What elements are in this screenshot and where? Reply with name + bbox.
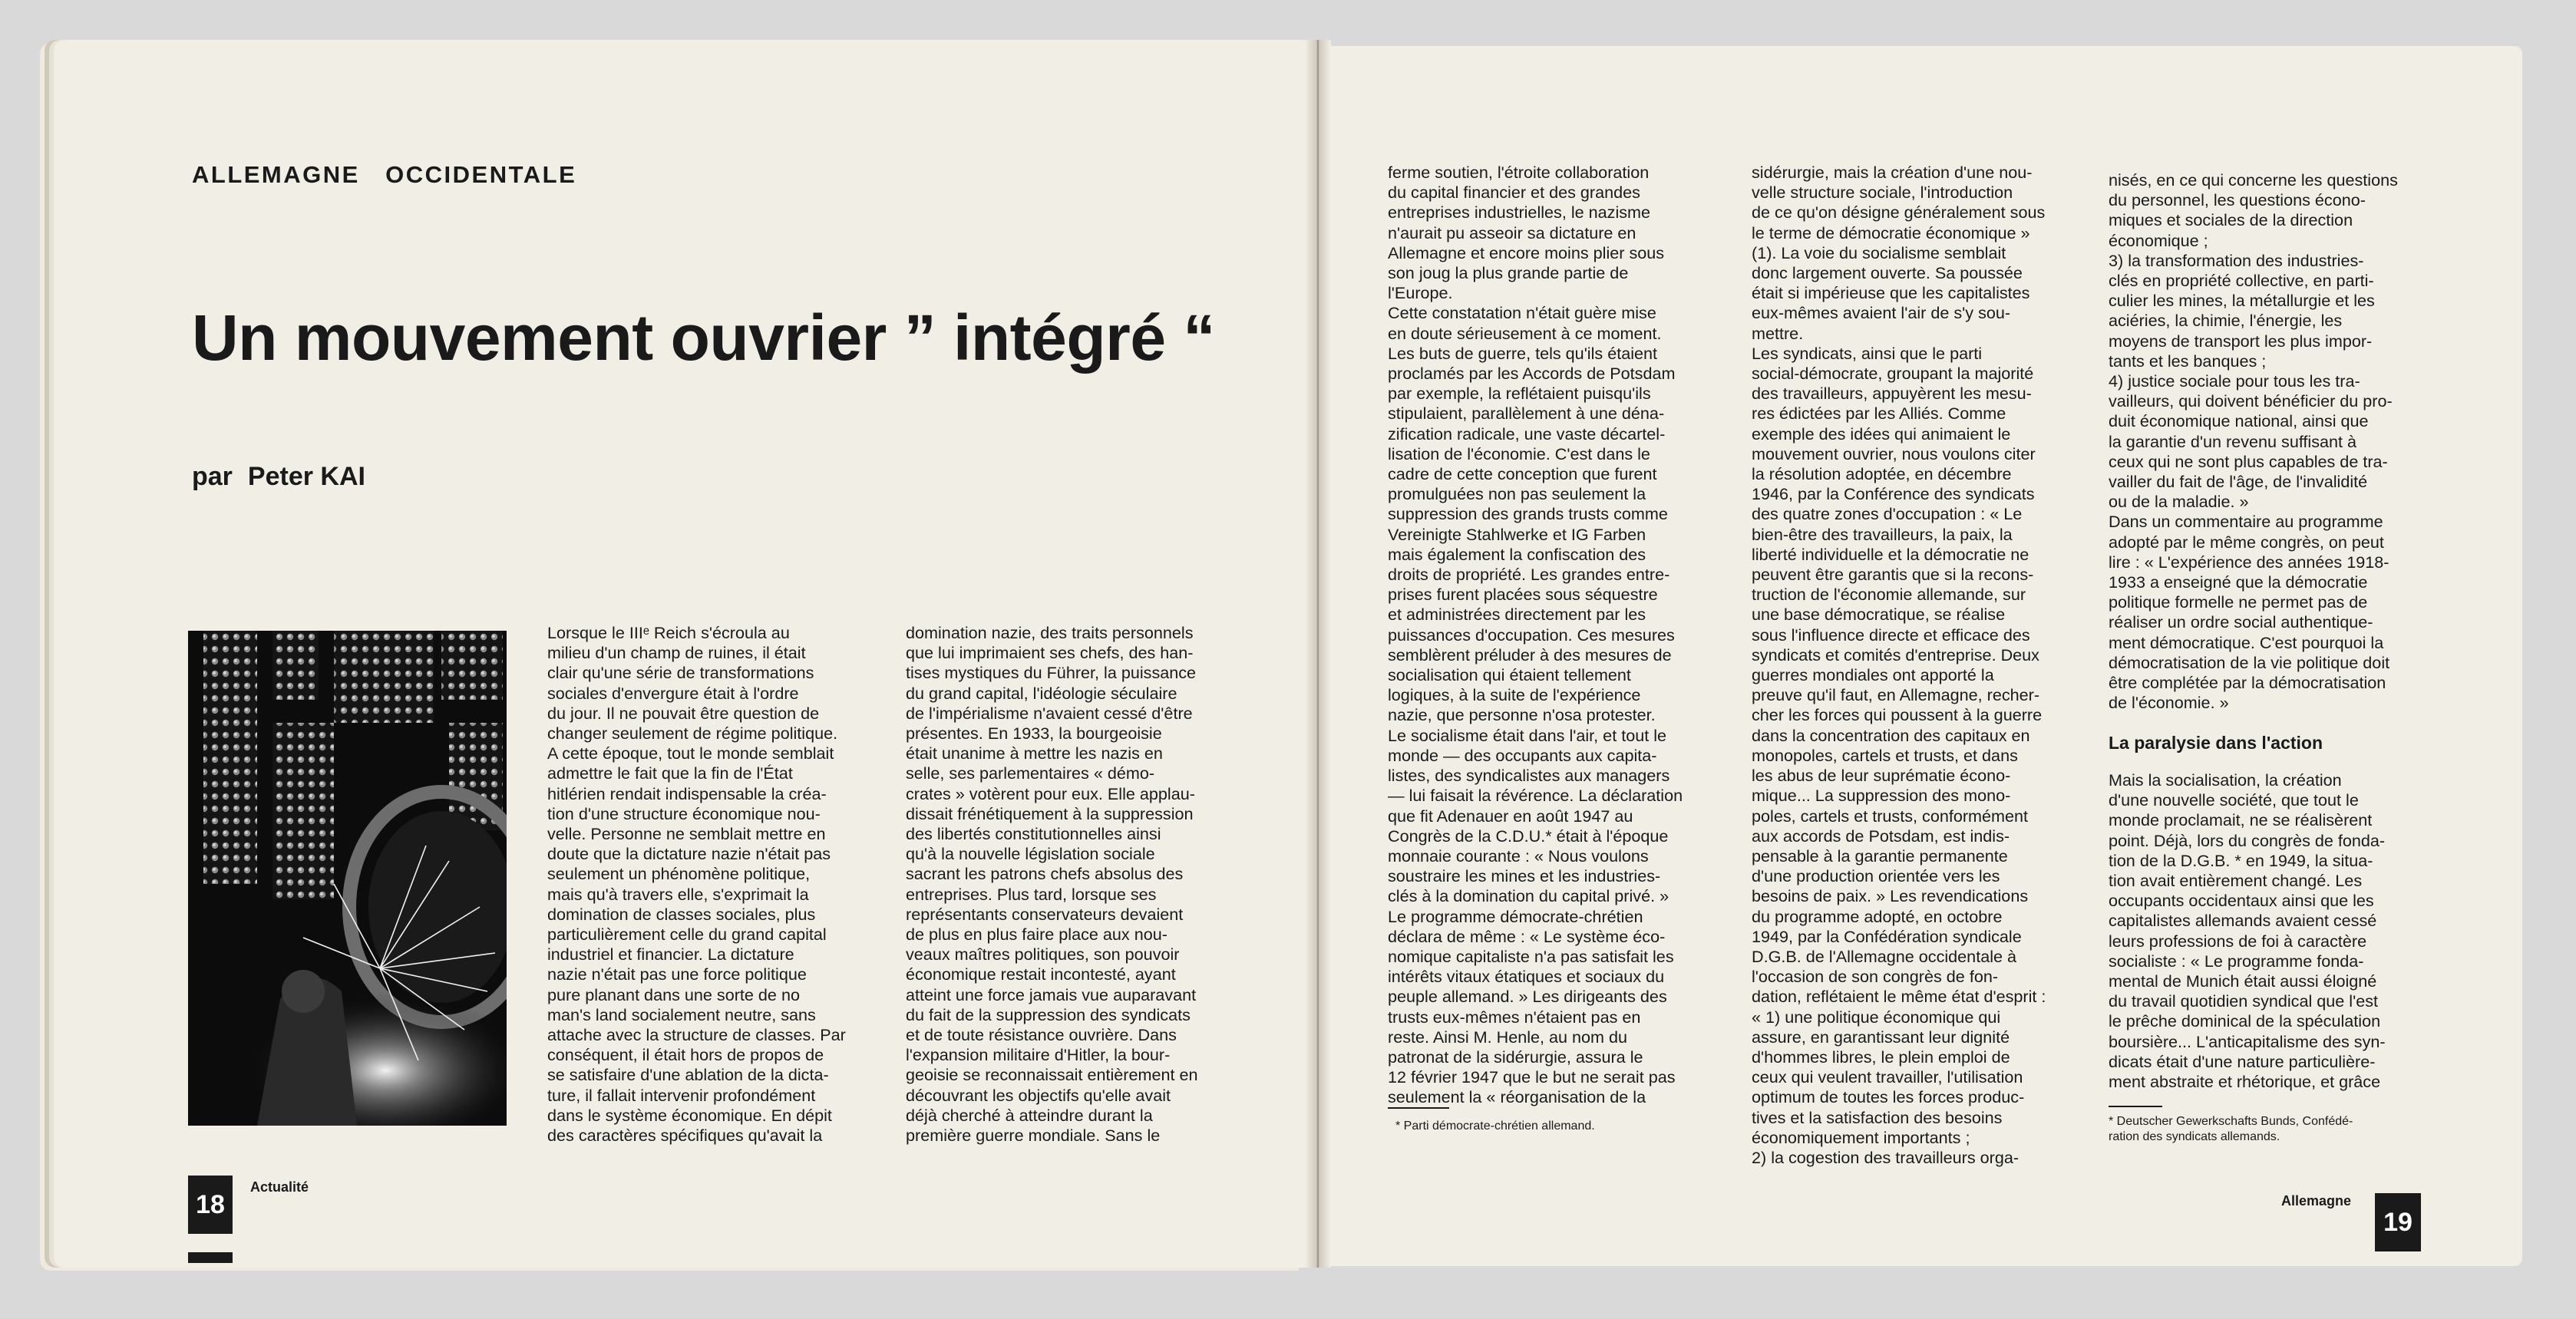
article-column-4: sidérurgie, mais la création d'une nou- velle structure sociale, l'introduction de ce qu'on désigne généralement sous le terme de démocratie économique » (1). La voie du socialisme semblait donc largement ouverte. Sa poussée était si impérieuse que les capitalistes eux-mêmes avaient l'air de s'y sou- mettre. Les syndicats, ainsi que le parti social-démocrate, groupant la majorité des travailleurs, appuyèrent les mesu- res édictées par les Alliés. Comme exemple des idées qui animaient le mouvement ouvrier, nous voulons citer la résolution adoptée, en décembre 1946, par la Conférence des syndicats des quatre zones d'occupation : « Le bien-être des travailleurs, la paix, la liberté individuelle et la démocratie ne peuvent être garantis que si la recons- truction de l'économie allemande, sur une base démocratique, se réalise sous l'influence directe et efficace des syndicats et comités d'entreprise. Deux guerres mondiales ont apporté la preuve qu'il faut, en Allemagne, recher- cher les forces qui poussent à la guerre dans la concentration des capitaux en monopoles, cartels et trusts, et dans les abus de leur suprématie écono- mique... La suppression des mono- poles, cartels et trusts, conformément aux accords de Potsdam, est indis- pensable à la garantie permanente d'une production orientée vers les besoins de paix. » Les revendications du programme adopté, en octobre 1949, par la Confédération syndicale D.G.B. de l'Allemagne occidentale à l'occasion de son congrès de fon- dation, reflétaient le même état d'esprit : « 1) une politique économique qui assure, en garantissant leur dignité d'hommes libres, le plein emploi de ceux qui veulent travailler, l'utilisation optimum de toutes les forces produc- tives et la satisfaction des besoins économiquement importants ; 2) la cogestion des travailleurs orga-: [1752, 163, 2046, 1167]
article-column-3: ferme soutien, l'étroite collaboration du capital financier et des grandes entreprises industrielles, le nazisme n'aurait pu asseoir sa dictature en Allemagne et encore moins plier sous son joug la plus grande partie de l'Europe. Cette constatation n'était guère mise en doute sérieusement à ce moment. Les buts de guerre, tels qu'ils étaient proclamés par les Accords de Potsdam par exemple, la reflétaient puisqu'ils stipulaient, parallèlement à une déna- zification radicale, une vaste décartel- lisation de l'économie. C'est dans le cadre de cette conception que furent promulguées non pas seulement la suppression des grands trusts comme Vereinigte Stahlwerke et IG Farben mais également la confiscation des droits de propriété. Les grandes entre- prises furent placées sous séquestre et administrées directement par les puissances d'occupation. Ces mesures semblèrent préluder à des mesures de socialisation qui étaient tellement logiques, à la suite de l'expérience nazie, que personne n'osa protester. Le socialisme était dans l'air, et tout le monde — des occupants aux capita- listes, des syndicalistes aux managers — lui faisait la révérence. La déclaration que fit Adenauer en août 1947 au Congrès de la C.D.U.* était à l'époque monnaie courante : « Nous voulons soustraire les mines et les industries- clés à la domination du capital privé. » Le programme démocrate-chrétien déclara de même : « Le système éco- nomique capitaliste n'a pas satisfait les intérêts vitaux étatiques et sociaux du peuple allemand. » Les dirigeants des trusts eux-mêmes n'étaient pas en reste. Ainsi M. Henle, au nom du patronat de la sidérurgie, assura le 12 février 1947 que le but ne serait pas seulement la « réorganisation de la: [1388, 163, 1683, 1107]
welder-sparks-image: [188, 631, 507, 1126]
page-title: Un mouvement ouvrier ” intégré “: [192, 302, 1215, 374]
folio-bar-left: [188, 1252, 233, 1263]
welder-photo: [188, 631, 507, 1126]
footnote-rule-col3: [1388, 1107, 1449, 1109]
byline-prefix: par: [192, 462, 233, 491]
book-gutter: [1305, 40, 1331, 1268]
article-column-2: domination nazie, des traits personnels que lui imprimaient ses chefs, des han- tises mystiques du Führer, la puissance du grand capital, l'idéologie séculaire de l'impérialisme n'avaient cessé d'être présentes. En 1933, la bourgeoisie était unanime à mettre les nazis en selle, ses parlementaires « démo- crates » votèrent pour eux. Elle applau- dissait frénétiquement à la suppression des libertés constitutionnelles ainsi qu'à la nouvelle législation sociale sacrant les patrons chefs absolus des entreprises. Plus tard, lorsque ses représentants conservateurs devaient de plus en plus faire place aux nou- veaux maîtres politiques, son pouvoir économique restait incontesté, ayant atteint une force jamais vue auparavant du fait de la suppression des syndicats et de toute résistance ouvrière. Dans l'expansion militaire d'Hitler, la bour- geoisie se reconnaissait entièrement en découvrant les objectifs qu'elle avait déjà cherché à atteindre durant la première guerre mondiale. Sans le: [906, 623, 1198, 1146]
article-column-5-part-2: Mais la socialisation, la création d'une nouvelle société, que tout le monde proclamait, ne se réalisèrent point. Déjà, lors du congrès de fonda- tion de la D.G.B. * en 1949, la situa- tion avait entièrement changé. Les occupants occidentaux ainsi que les capitalistes allemands avaient cessé leurs professions de foi à caractère socialiste : « Le programme fonda- mental de Munich était aussi éloigné du travail quotidien syndical que l'est le prêche dominical de la spéculation boursière... L'anticapitalisme des syn- dicats était d'une nature particulière- ment abstraite et rhétorique, et grâce: [2109, 770, 2386, 1092]
byline: [192, 462, 365, 492]
footnote-rule-col5: [2109, 1106, 2162, 1107]
subheading: La paralysie dans l'action: [2109, 733, 2323, 753]
footnote-col5: * Deutscher Gewerkschafts Bunds, Confédé- ration des syndicats allemands.: [2109, 1115, 2353, 1143]
footnote-col3: * Parti démocrate-chrétien allemand.: [1395, 1120, 1595, 1133]
page-number-right: 19: [2375, 1193, 2421, 1251]
section-label: ALLEMAGNE OCCIDENTALE: [192, 161, 577, 188]
running-head-left: Actualité: [250, 1179, 309, 1195]
article-column-5-part-1: nisés, en ce qui concerne les questions du personnel, les questions écono- miques et sociales de la direction économique ; 3) la transformation des industries- clés en propriété collective, en parti- culier les mines, la métallurgie et les aciéries, la chimie, l'énergie, les moyens de transport les plus impor- tants et les banques ; 4) justice sociale pour tous les tra- vailleurs, qui doivent bénéficier du pro- duit économique national, ainsi que la garantie d'un revenu suffisant à ceux qui ne sont plus capables de tra- vailler du fait de l'âge, de l'invalidité ou de la maladie. » Dans un commentaire au programme adopté par le même congrès, on peut lire : « L'expérience des années 1918- 1933 a enseigné que la démocratie politique formelle ne permet pas de réaliser un ordre social authentique- ment démocratique. C'est pourquoi la démocratisation de la vie politique doit être complétée par la démocratisation de l'économie. »: [2109, 170, 2398, 713]
byline-author: Peter KAI: [247, 462, 365, 491]
article-column-1: Lorsque le IIIᵉ Reich s'écroula au milieu d'un champ de ruines, il était clair qu'une série de transformations sociales d'envergure était à l'ordre du jour. Il ne pouvait être question de changer seulement de régime politique. A cette époque, tout le monde semblait admettre le fait que la fin de l'État hitlérien rendait indispensable la créa- tion d'une structure économique nou- velle. Personne ne semblait mettre en doute que la dictature nazie n'était pas seulement un phénomène politique, mais qu'à travers elle, s'exprimait la domination de classes sociales, plus particulièrement celle du grand capital industriel et financier. La dictature nazie n'était pas une force politique pure planant dans une sorte de no man's land socialement neutre, sans attache avec la structure de classes. Par conséquent, il était hors de propos de se satisfaire d'une ablation de la dicta- ture, il fallait intervenir profondément dans le système économique. En dépit des caractères spécifiques qu'avait la: [547, 623, 846, 1146]
page-number-left: 18: [188, 1176, 233, 1234]
running-head-right: Allemagne: [2281, 1193, 2352, 1209]
